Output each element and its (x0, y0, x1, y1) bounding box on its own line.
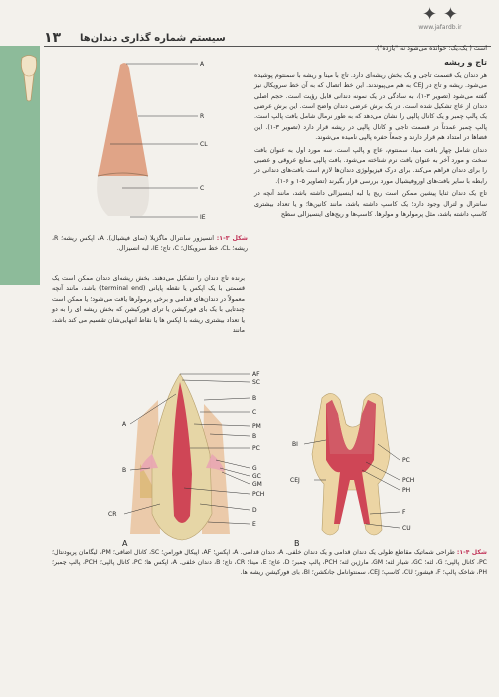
caption-text: انسیزور سانترال ماگزیلا (نمای فیشیال). A، اپکس ریشه؛ R، ریشه؛ CL، خط سرویکال؛ C، تاج؛ IE، لبه انسیزال. (52, 235, 248, 252)
panel-a-anterior (130, 374, 230, 540)
label-a-right: C (252, 409, 257, 416)
figure-2-sections (100, 364, 452, 548)
caption-text: طراحی شماتیک مقاطع طولی یک دندان قدامی و یک دندان خلفی. A، دندان قدامی. A، اپکس؛ AF، اپیکال فورامن؛ SC، کانال اضافی؛ PM، لیگامان پریودنتال؛ PC، کانال پالپی؛ G، لثه؛ GC، شیار لثه؛ GM، مارژین لثه؛ PCH، پالپ چمبر؛ D، عاج؛ E، مینا؛ CR، تاج؛ B، دندان خلفی. A، اپکس ها؛ PC، کانال پالپی؛ PCH، پالپ چمبر؛ PH، شاخک پالپ؛ F، فیشور؛ CU، کاسپ؛ CEJ، سمنتوانامل جانکشن؛ BI، بای فورکیشن ریشه ها. (52, 549, 487, 576)
left-text-column (52, 274, 245, 336)
caption-label: شکل ۴-۱: (456, 549, 488, 556)
label-b-right: F (402, 509, 406, 516)
logo-mark-icon: ✦ ✦ (422, 4, 458, 25)
root-shape (98, 63, 148, 176)
panel-a-label: A (122, 539, 128, 548)
label-a-right: GM (252, 481, 262, 488)
label-b-left: CEJ (290, 477, 300, 484)
label-a-left: B (122, 467, 127, 474)
label-b-right: PCH (402, 477, 415, 484)
figure-2-caption (52, 548, 487, 578)
label-a-right: SC (252, 379, 260, 386)
logo-url: www.jafardb.ir (418, 24, 462, 31)
paragraph: تاج یک دندان ثنایا پیشین ممکن است ریج یا لبه اینسیزالی داشته باشد، مانند آنچه در سانترال و لترال وجود دارد؛ یک کاسپ داشته باشد، مانند کانین‌ها؛ و یا تعداد بیشتری کاسپ داشته باشد، مثل پرمولرها و مولرها. کاسپ‌ها و ریج‌های اینسیزالی سطح (254, 190, 487, 219)
label-b-right: PH (402, 487, 411, 494)
tooth-thumbnail-icon (18, 54, 40, 102)
label-b-left: BI (292, 441, 298, 448)
label-a-right: D (252, 507, 257, 514)
label-A: A (200, 61, 205, 68)
label-a-right: PM (252, 423, 261, 430)
label-CL: CL (200, 141, 208, 148)
label-IE: IE (200, 214, 206, 221)
label-a-right: AF (252, 371, 260, 378)
label-a-right: B (252, 433, 257, 440)
paragraph: برنده تاج دندان را تشکیل می‌دهند. بخش ریشه‌ای دندان ممکن است یک قسمتی با یک اپکس یا نقطه پایانی (terminal end) باشد، مانند آنچه معمولاً در دندان‌های قدامی و برخی پرمولرها یافت می‌شود؛ یا ممکن است چندتایی با یک بای فورکیشن یا ترای فورکیشن که بخش ریشه ای را به دو یا تعداد بیشتری ریشه با اپکس ها یا نقاط انتهایی‌شان تقسیم می کند باشد، مانند (52, 275, 245, 335)
panel-b-label: B (294, 539, 300, 548)
label-b-right: CU (402, 525, 411, 532)
label-C: C (200, 185, 205, 192)
label-a-right: GC (252, 473, 261, 480)
label-a-left: CR (108, 511, 117, 518)
paragraph: هر دندان یک قسمت تاجی و یک بخش ریشه‌ای دارد. تاج با مینا و ریشه با سمنتوم پوشیده می‌شود. ریشه و تاج در CEJ به هم می‌پیوندند. این خط اتصال که به آن خط سرویکال نیز گفته می‌شود (تصویر ۳-۱)، به سادگی در یک نمونه دندانی قابل رؤیت است. حجم اصلی دندان از عاج تشکیل شده است. در یک برش عرضی دندان واضح است. این برش عرضی یک پالپ چمبر و یک کانال پالپی را نشان می‌دهد که به طور نرمال شامل بافت پالپ است. پالپ چمبر عمدتاً در قسمت تاجی و کانال پالپی در ریشه قرار دارد (تصویر ۳-۱). این فضاها در امتداد هم قرار دارند و جمعاً حفره پالپی نامیده می‌شوند. (254, 71, 488, 142)
running-title: سیستم شماره گذاری دندان‌ها (80, 32, 226, 44)
label-a-left: A (122, 421, 127, 428)
label-a-right: G (252, 465, 257, 472)
caption-label: شکل ۳-۱: (216, 235, 248, 242)
figure-1-caption (52, 234, 248, 254)
label-a-right: PC (252, 445, 260, 452)
label-R: R (200, 113, 205, 120)
section-heading: تاج و ریشه (444, 58, 487, 68)
paragraph: دندان شامل چهار بافت مینا، سمنتوم، عاج و پالپ است. سه مورد اول به عنوان بافت سخت و مورد آخر به عنوان بافت نرم شناخته می‌شود. بافت پالپی منابع عروقی و عصبی را برای دندان فراهم می‌کند. برای درک فیزیولوژی دندان‌ها لازم است بافت‌های دندانی در رابطه با سایر بافت‌های اوروفیشیال مورد بررسی قرار بگیرند (تصاویر ۵-۱ و ۶-۱). (254, 146, 487, 185)
intro-line: است ( یک،یک: خوانده می‌شود نه "یازده"). (374, 45, 487, 52)
label-a-right: B (252, 395, 257, 402)
right-text-column (254, 44, 487, 223)
label-a-right: PCH (252, 491, 265, 498)
label-b-right: PC (402, 457, 410, 464)
label-a-right: E (252, 521, 256, 528)
panel-b-posterior (312, 393, 390, 535)
crown-shape (97, 176, 149, 216)
figure-1-incisor (90, 58, 250, 230)
page-number: ۱۳ (44, 30, 62, 46)
